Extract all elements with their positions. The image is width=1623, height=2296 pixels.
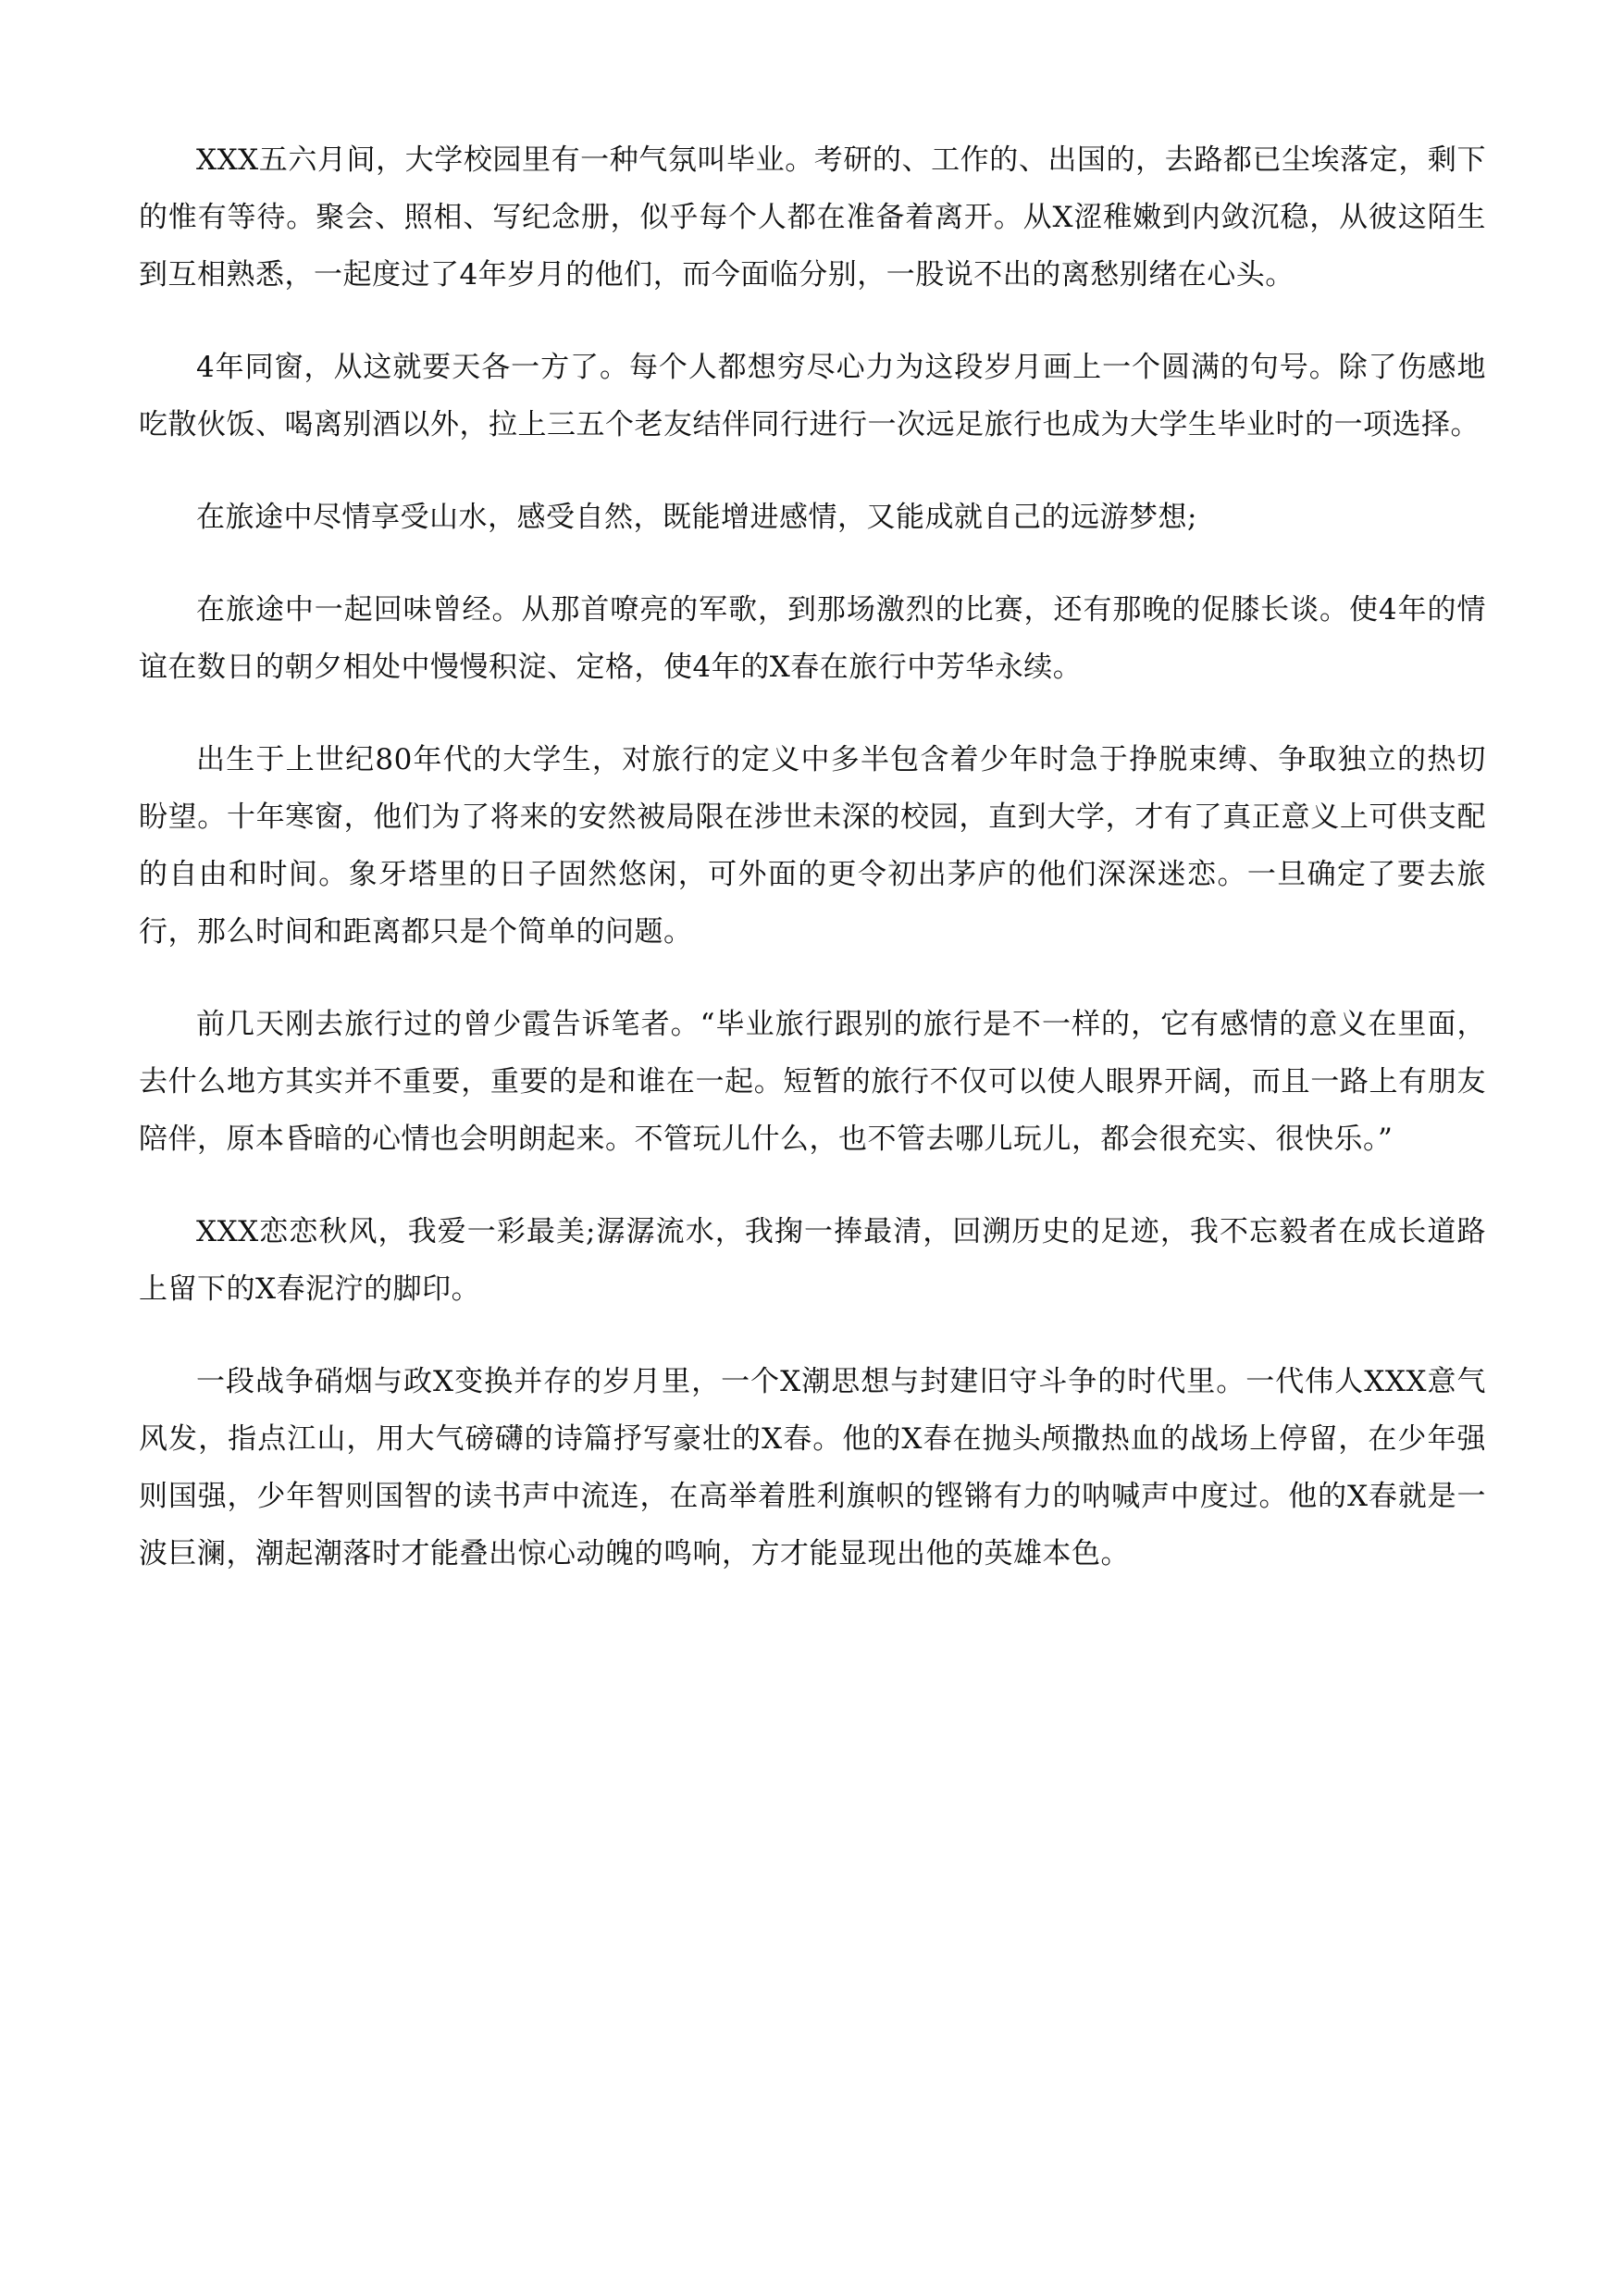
- paragraph-8: 一段战争硝烟与政X变换并存的岁月里，一个X潮思想与封建旧守斗争的时代里。一代伟人XXX意气风发，指点江山，用大气磅礴的诗篇抒写豪壮的X春。他的X春在抛头颅撒热血的战场上停留，在少年强则国强，少年智则国智的读书声中流连，在高举着胜利旗帜的铿锵有力的呐喊声中度过。他的X春就是一波巨澜，潮起潮落时才能叠出惊心动魄的鸣响，方才能显现出他的英雄本色。: [139, 1365, 1486, 1570]
- paragraph-5: 出生于上世纪80年代的大学生，对旅行的定义中多半包含着少年时急于挣脱束缚、争取独立的热切盼望。十年寒窗，他们为了将来的安然被局限在涉世未深的校园，直到大学，才有了真正意义上可供支配的自由和时间。象牙塔里的日子固然悠闲，可外面的更令初出茅庐的他们深深迷恋。一旦确定了要去旅行，那么时间和距离都只是个简单的问题。: [139, 743, 1486, 949]
- paragraph-1: XXX五六月间，大学校园里有一种气氛叫毕业。考研的、工作的、出国的，去路都已尘埃落定，剩下的惟有等待。聚会、照相、写纪念册，似乎每个人都在准备着离开。从X涩稚嫩到内敛沉稳，从彼这陌生到互相熟悉，一起度过了4年岁月的他们，而今面临分别，一股说不出的离愁别绪在心头。: [139, 143, 1486, 292]
- paragraph-2: 4年同窗，从这就要天各一方了。每个人都想穷尽心力为这段岁月画上一个圆满的句号。除了伤感地吃散伙饭、喝离别酒以外，拉上三五个老友结伴同行进行一次远足旅行也成为大学生毕业时的一项选择。: [139, 351, 1486, 441]
- paragraph-7: XXX恋恋秋风，我爱一彩最美;潺潺流水，我掬一捧最清，回溯历史的足迹，我不忘毅者在成长道路上留下的X春泥泞的脚印。: [139, 1215, 1486, 1306]
- paragraph-3: 在旅途中尽情享受山水，感受自然，既能增进感情，又能成就自己的远游梦想;: [196, 501, 1197, 534]
- paragraph-4: 在旅途中一起回味曾经。从那首嘹亮的军歌，到那场激烈的比赛，还有那晚的促膝长谈。使4年的情谊在数日的朝夕相处中慢慢积淀、定格，使4年的X春在旅行中芳华永续。: [139, 593, 1486, 684]
- paragraph-6: 前几天刚去旅行过的曾少霞告诉笔者。“毕业旅行跟别的旅行是不一样的，它有感情的意义在里面，去什么地方其实并不重要，重要的是和谁在一起。短暂的旅行不仅可以使人眼界开阔，而且一路上有朋友陪伴，原本昏暗的心情也会明朗起来。不管玩儿什么，也不管去哪儿玩儿，都会很充实、很快乐。”: [139, 1008, 1486, 1156]
- document-body: [139, 131, 1486, 1618]
